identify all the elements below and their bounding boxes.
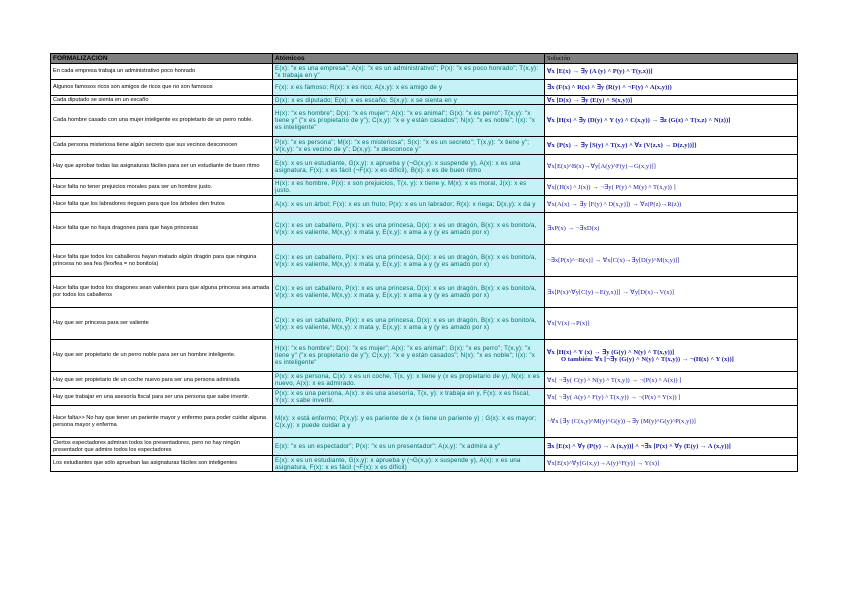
- solucion-text: ∃x [E(x) ^ ∀y (P(y) → A (x,y))] ^ ¬∃x [P(x) ^ ∀y (E(y) → A (x,y))]: [547, 443, 731, 450]
- table-row: [51, 277, 798, 308]
- table-row: [51, 80, 798, 96]
- solucion-cell[interactable]: [545, 155, 798, 179]
- solucion-text: ∀x [D(x) → ∃y (E(y) ^ S(x,y))]: [547, 96, 633, 104]
- atomicos-cell[interactable]: E(x): "x es una empresa"; A(x): "x es un administrativo"; P(x): "x es poco honrado"; T(x,y): "x trabaja en y": [273, 64, 545, 80]
- solucion-cell[interactable]: [545, 196, 798, 213]
- table-row: [51, 308, 798, 340]
- formalizacion-cell[interactable]: Algunos famosos ricos son amigos de ricos que no son famosos: [51, 80, 273, 96]
- formalizacion-cell[interactable]: Cada persona misteriosa tiene algún secreto que sus vecinos desconocen: [51, 137, 273, 155]
- atomicos-cell[interactable]: F(x): x es famoso; R(x): x es rico; A(x,y): x es amigo de y: [273, 80, 545, 96]
- atomicos-cell[interactable]: D(x): x es diputado; E(x): x es escaño; S(x,y): x se sienta en y: [273, 96, 545, 105]
- formalizacion-cell[interactable]: Cada diputado se sienta en un escaño: [51, 96, 273, 105]
- solucion-text: ∃xP(x) → ¬∃xD(x): [547, 225, 600, 232]
- formalizacion-cell[interactable]: Los estudiantes que sólo aprueban las asignaturas fáciles son inteligentes: [51, 456, 273, 472]
- solucion-text: ∀x[E(x)^B(x)→∀y[A(y)^F(y)→G(x,y)]]: [547, 163, 656, 170]
- solucion-cell[interactable]: [545, 308, 798, 340]
- solucion-text: ∀x [H(x) ^ Y (x) → ∃y (G(y) ^ N(y) ^ T(x,y))]: [547, 348, 675, 356]
- atomicos-cell[interactable]: C(x): x es un caballero, P(x): x es una princesa, D(x): x es un dragón, B(x): x es bonito/a, V(x): x es valiente, M(x,y): x mata y, E(x,y): x ama a y (y es amado por x): [273, 245, 545, 277]
- solucion-cell[interactable]: [545, 96, 798, 105]
- table-row: [51, 438, 798, 456]
- formalizacion-cell[interactable]: Hace falta que todos los caballeros hayan matado algún dragón para que ninguna princesa no sea fea (feo/fea = no bonito/a): [51, 245, 273, 277]
- table-row: [51, 137, 798, 155]
- solucion-text: ∀x[(H(x) ^ J(x)) → ¬∃y( P(y) ^ M(y) ^ T(x,y)) ]: [547, 183, 676, 191]
- solucion-cell[interactable]: [545, 137, 798, 155]
- solucion-text: ¬∃x[P(x)^¬B(x)] → ∀x[C(x)→∃y[D(y)^M(x,y)]]: [547, 257, 680, 264]
- header-row: [51, 54, 798, 64]
- solucion-text: ∀x[V(x)→P(x)]: [547, 320, 590, 327]
- header-solucion: Solución: [545, 54, 798, 64]
- atomicos-cell[interactable]: H(x): x es hombre, P(x): x son prejuicios, T(x, y): x tiene y, M(x): x es moral, J(x): x es justo.: [273, 179, 545, 196]
- table-row: [51, 179, 798, 196]
- solucion-text: ∀x[ ¬∃y( A(y) ^ F(y) ^ T(x,y)) → ¬(P(x) ^ Y(x)) ]: [547, 393, 681, 401]
- solucion-text: ¬∀x [∃y (C(x,y)^M(y)^G(y))→∃y (M(y)^G(y)^P(x,y))]: [547, 418, 696, 425]
- atomicos-cell[interactable]: E(x): x es un estudiante, G(x,y): x aprueba y (¬G(x,y): x suspende y), A(x): x es una asignatura, F(x): x es fácil (¬F(x): x es difícil): [273, 456, 545, 472]
- solucion-cell[interactable]: [545, 245, 798, 277]
- spreadsheet-table: [50, 53, 798, 472]
- atomicos-cell[interactable]: E(x): x es un estudiante, G(x,y): x aprueba y (¬G(x,y): x suspende y), A(x): x es una asignatura, F(x): x es fácil (¬F(x): x es difícil), B(x): x es de buen ritmo: [273, 155, 545, 179]
- formalizacion-cell[interactable]: Ciertos espectadores admiran todos los presentadores, pero no hay ningún presentador que admire todos los espectadores: [51, 438, 273, 456]
- atomicos-cell[interactable]: A(x): x es un árbol; F(x): x es un fruto; P(x): x es un labrador; R(x): x riega; D(x,y): x da y: [273, 196, 545, 213]
- solucion-cell[interactable]: [545, 438, 798, 456]
- atomicos-cell[interactable]: C(x): x es un caballero, P(x): x es una princesa, D(x): x es un dragón, B(x): x es bonito/a, V(x): x es valiente, M(x,y): x mata y, E(x,y): x ama a y (y es amado por x): [273, 277, 545, 308]
- solucion-cell[interactable]: [545, 80, 798, 96]
- solucion-cell[interactable]: [545, 406, 798, 438]
- table-body: [51, 54, 798, 472]
- table-row: [51, 105, 798, 137]
- table-row: [51, 213, 798, 245]
- table-row: [51, 196, 798, 213]
- solucion-cell[interactable]: [545, 64, 798, 80]
- formalizacion-cell[interactable]: Hace falta que no haya dragones para que haya princesas: [51, 213, 273, 245]
- atomicos-cell[interactable]: P(x): x es persona, C(x): x es un coche, T(x, y): x tiene y (x es propietario de y), N(x): x es nuevo, A(x): x es admirado.: [273, 372, 545, 389]
- formalizacion-cell[interactable]: Hay que trabajar en una asesoría fiscal para ser una persona que sabe invertir.: [51, 389, 273, 406]
- formalizacion-cell[interactable]: Hace falta que los labradores rieguen para que los árboles den frutos: [51, 196, 273, 213]
- formalizacion-cell[interactable]: Hay que ser princesa para ser valiente: [51, 308, 273, 340]
- solucion-cell[interactable]: [545, 372, 798, 389]
- table-row: [51, 340, 798, 372]
- solucion-alt-text: O también: ∀x [¬∃y (G(y) ^ N(y) ^ T(x,y)) → ¬(H(x) ^ Y (x))]: [561, 355, 734, 363]
- solucion-text: ∃x[P(x)^∀y[C(y)→E(y,x)]] → ∀y[D(x)→V(x)]: [547, 288, 675, 296]
- formalizacion-cell[interactable]: Hay que ser propietario de un coche nuevo para ser una persona admirada: [51, 372, 273, 389]
- table-row: [51, 245, 798, 277]
- solucion-text: ∀x[E(x)^∀y[G(x,y)→A(y)^F(y)] → Y(x)]: [547, 460, 660, 467]
- header-atomicos: Atómicos: [273, 54, 545, 64]
- formalizacion-cell[interactable]: Hay que ser propietario de un perro noble para ser un hombre inteligente.: [51, 340, 273, 372]
- formalizacion-cell[interactable]: En cada empresa trabaja un administrativo poco honrado: [51, 64, 273, 80]
- atomicos-cell[interactable]: C(x): x es un caballero, P(x): x es una princesa, D(x): x es un dragón, B(x): x es bonito/a, V(x): x es valiente, M(x,y): x mata y, E(x,y): x ama a y (y es amado por x): [273, 213, 545, 245]
- atomicos-cell[interactable]: H(x): "x es hombre"; D(x): "x es mujer"; A(x): "x es animal"; G(x): "x es perro"; T(x,y): "x tiene y" ("x es propietario de y"); C(x,y): "x e y están casados"; N(x): "x es noble"; I(x): "x es inteligente": [273, 105, 545, 137]
- solucion-text: ∀x {P(x) → ∃y [S(y) ^ T(x,y) ^ ∀z (V(z,x) → D(z,y))]}: [547, 142, 697, 149]
- solucion-cell[interactable]: [545, 105, 798, 137]
- header-formalizacion: FORMALIZACION: [51, 54, 273, 64]
- solucion-text: ∃x (F(x) ^ R(x) ^ ∃y (R(y) ^ ¬F(y) ^ A(x,y))): [547, 84, 672, 91]
- formalizacion-cell[interactable]: Hay que aprobar todas las asignaturas fáciles para ser un estudiante de buen ritmo: [51, 155, 273, 179]
- solucion-text: ∀x [E(x) → ∃y (A (y) ^ P(y) ^ T(y,x))]: [547, 68, 653, 75]
- solucion-text: ∀x[ ¬∃y( C(y) ^ N(y) ^ T(x,y)) → ¬(P(x) ^ A(x)) ]: [547, 376, 682, 384]
- atomicos-cell[interactable]: M(x): x está enfermo; P(x,y): y es pariente de x (x tiene un pariente y) ; G(x): x es mayor; C(x,y): x puede cuidar a y: [273, 406, 545, 438]
- table-row: [51, 456, 798, 472]
- table-row: [51, 389, 798, 406]
- table-row: [51, 64, 798, 80]
- table-row: [51, 372, 798, 389]
- atomicos-cell[interactable]: P(x): x es una persona, A(x): x es una asesoría, T(x, y): x trabaja en y, F(x): x es fiscal, Y(x): x sabe invertir.: [273, 389, 545, 406]
- atomicos-cell[interactable]: P(x): "x es persona"; M(x): "x es misteriosa"; S(x): "x es un secreto"; T(x,y): "x tiene y"; V(x,y): "x es vecino de y"; D(x,y): "x desconoce y": [273, 137, 545, 155]
- atomicos-cell[interactable]: C(x): x es un caballero, P(x): x es una princesa, D(x): x es un dragón, B(x): x es bonito/a, V(x): x es valiente, M(x,y): x mata y, E(x,y): x ama a y (y es amado por x): [273, 308, 545, 340]
- solucion-cell[interactable]: [545, 456, 798, 472]
- formalizacion-cell[interactable]: Hace falta que todos los dragones sean valientes para que alguna princesa sea amada por todos los caballeros: [51, 277, 273, 308]
- formalizacion-cell[interactable]: Cada hombre casado con una mujer inteligente es propietario de un perro noble.: [51, 105, 273, 137]
- solucion-cell[interactable]: [545, 340, 798, 372]
- formalizacion-cell[interactable]: Hace falta no tener prejuicios morales para ser un hombre justo.: [51, 179, 273, 196]
- solucion-text: ∀x(A(x) → ∃y [F(y) ^ D(x,y)]) → ∀z(P(z)→R(z)): [547, 200, 682, 208]
- table-row: [51, 155, 798, 179]
- formalizacion-cell[interactable]: Hace falta>> No hay que tener un pariente mayor y enfermo para poder cuidar alguna persona mayor y enferma: [51, 406, 273, 438]
- atomicos-cell[interactable]: H(x): "x es hombre"; D(x): "x es mujer"; A(x): "x es animal"; G(x): "x es perro"; T(x,y): "x tiene y" ("x es propietario de y"); C(x,y): "x e y están casados"; N(x): "x es noble"; I(x): "x es inteligente": [273, 340, 545, 372]
- atomicos-cell[interactable]: E(x): "x es un espectador"; P(x): "x es un presentador"; A(x,y): "x admira a y": [273, 438, 545, 456]
- solucion-cell[interactable]: [545, 179, 798, 196]
- table-row: [51, 96, 798, 105]
- solucion-cell[interactable]: [545, 389, 798, 406]
- solucion-cell[interactable]: [545, 277, 798, 308]
- solucion-cell[interactable]: [545, 213, 798, 245]
- solucion-text: ∀x [H(x) ^ ∃y (D(y) ^ Y (y) ^ C(x,y)) → ∃z (G(z) ^ T(x,z) ^ N(z))]: [547, 117, 731, 124]
- table-row: [51, 406, 798, 438]
